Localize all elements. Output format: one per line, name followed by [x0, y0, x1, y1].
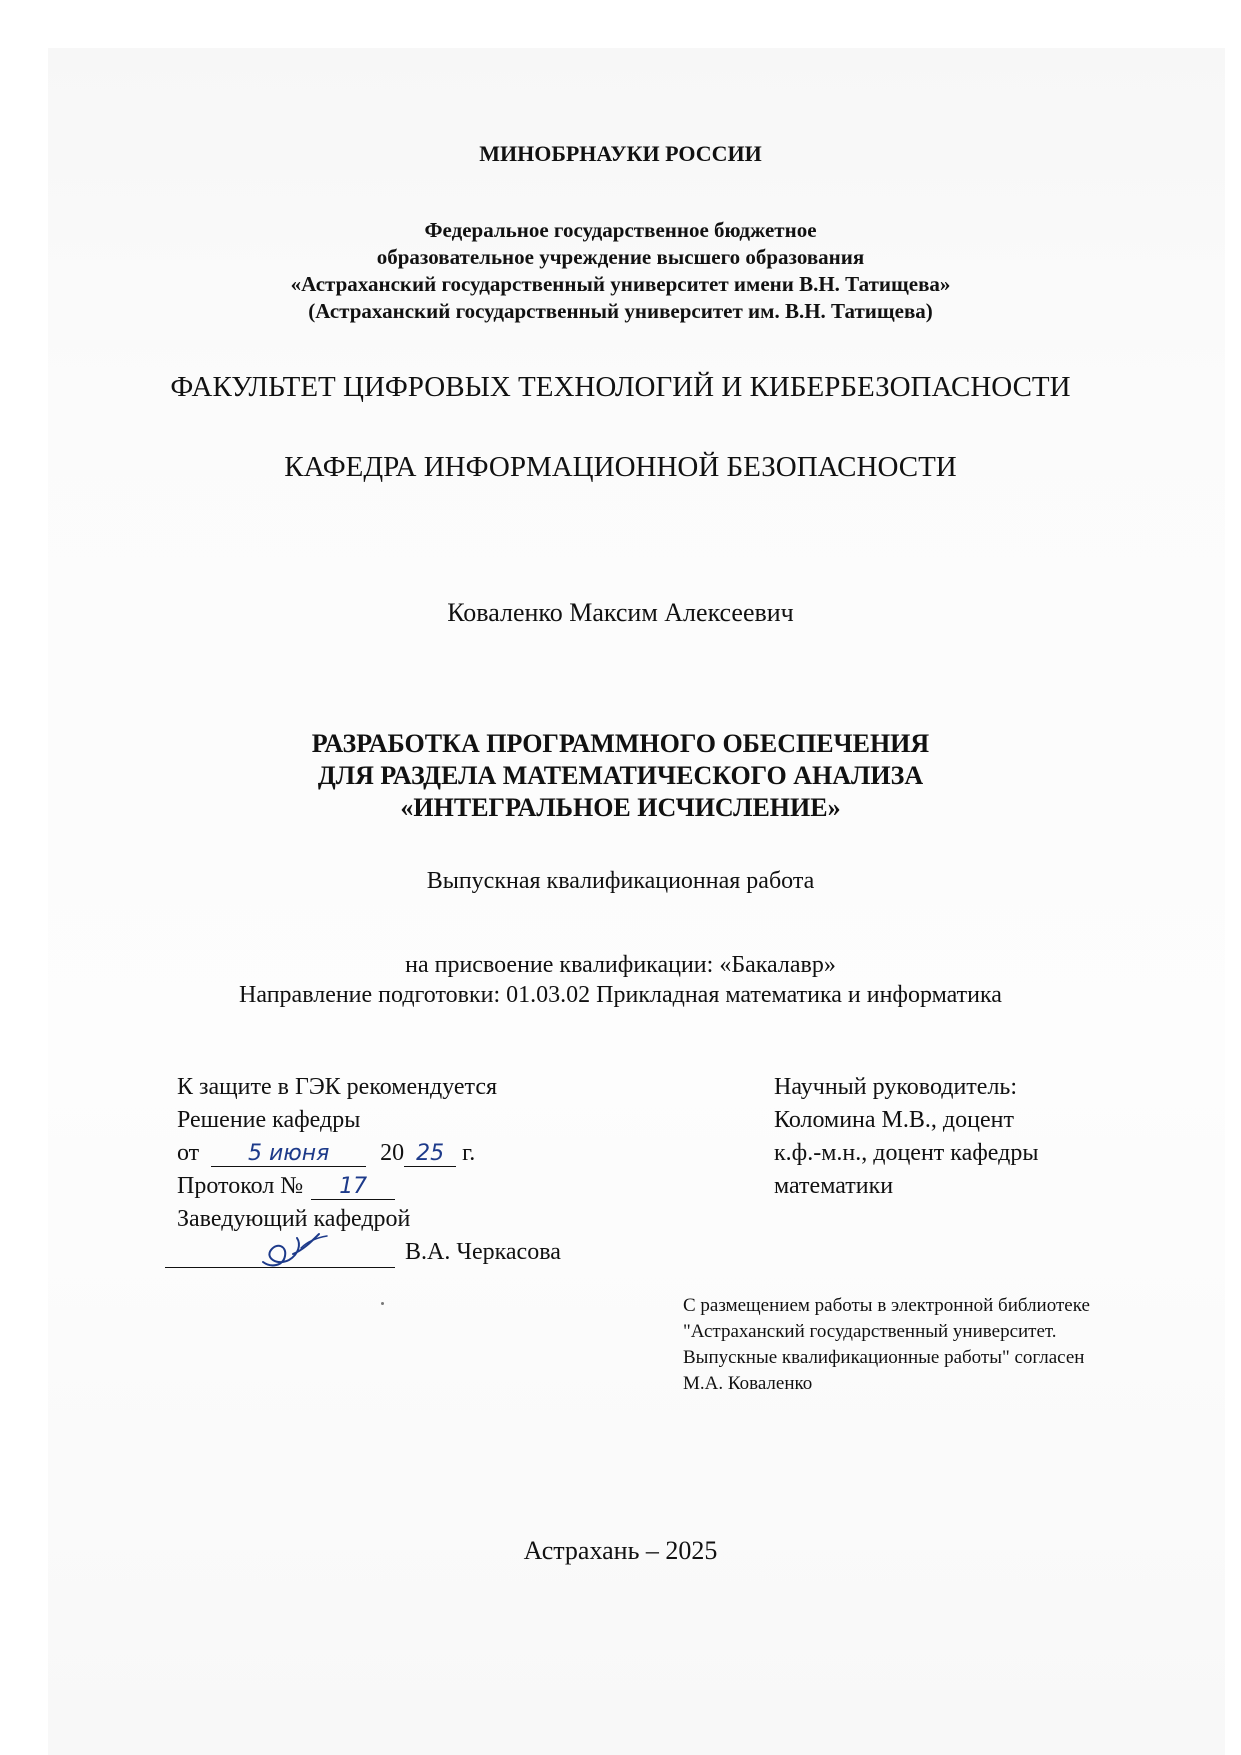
head-label: Заведующий кафедрой	[177, 1206, 411, 1232]
institution-line: «Астраханский государственный университет имени В.Н. Татищева»	[290, 272, 951, 296]
consent-line: "Астраханский государственный университет.	[683, 1321, 1057, 1342]
protocol-label: Протокол №	[177, 1173, 304, 1199]
defense-recommended: К защите в ГЭК рекомендуется	[177, 1074, 498, 1100]
library-consent	[683, 1293, 1090, 1397]
defense-block	[177, 1071, 561, 1269]
faculty-name: ФАКУЛЬТЕТ ЦИФРОВЫХ ТЕХНОЛОГИЙ И КИБЕРБЕЗОПАСНОСТИ	[170, 371, 1071, 403]
institution-line: образовательное учреждение высшего образования	[376, 245, 865, 269]
institution-line: (Астраханский государственный университет им. В.Н. Татищева)	[308, 299, 933, 323]
supervisor-block	[774, 1071, 1038, 1203]
handwritten-protocol-number: 17	[339, 1174, 368, 1199]
date-field	[211, 1140, 366, 1167]
scan-speck	[381, 1302, 384, 1305]
qualification-line: на присвоение квалификации: «Бакалавр»	[405, 952, 836, 978]
consent-line: С размещением работы в электронной библиотеке	[683, 1295, 1090, 1316]
title-line: ДЛЯ РАЗДЕЛА МАТЕМАТИЧЕСКОГО АНАЛИЗА	[317, 761, 924, 790]
institution-line: Федеральное государственное бюджетное	[424, 218, 817, 242]
year-field	[404, 1140, 456, 1167]
head-name: В.А. Черкасова	[405, 1239, 561, 1265]
title-line: «ИНТЕГРАЛЬНОЕ ИСЧИСЛЕНИЕ»	[400, 793, 841, 822]
date-prefix: от	[177, 1140, 200, 1166]
supervisor-name: Коломина М.В., доцент	[774, 1107, 1014, 1133]
handwritten-year: 25	[416, 1141, 445, 1166]
decision-date-row	[177, 1137, 497, 1170]
year-prefix: 20	[380, 1140, 405, 1166]
handwritten-date: 5 июня	[247, 1141, 330, 1166]
author-name: Коваленко Максим Алексеевич	[447, 598, 794, 627]
thesis-title	[0, 728, 1241, 824]
consent-line: Выпускные квалификационные работы" согласен	[683, 1347, 1085, 1368]
year-suffix: г.	[462, 1140, 476, 1166]
direction-line: Направление подготовки: 01.03.02 Прикладная математика и информатика	[239, 982, 1002, 1008]
supervisor-degree: к.ф.-м.н., доцент кафедры	[774, 1140, 1039, 1166]
ministry-name: МИНОБРНАУКИ РОССИИ	[479, 141, 762, 166]
supervisor-department: математики	[774, 1173, 894, 1199]
protocol-field	[311, 1173, 395, 1200]
department-decision: Решение кафедры	[177, 1107, 361, 1133]
qualification-block	[0, 950, 1241, 1010]
handwritten-signature	[257, 1228, 337, 1272]
institution-name	[0, 217, 1241, 325]
title-line: РАЗРАБОТКА ПРОГРАММНОГО ОБЕСПЕЧЕНИЯ	[311, 729, 930, 758]
consent-line: М.А. Коваленко	[683, 1373, 813, 1394]
signature-row	[177, 1236, 561, 1269]
city-year: Астрахань – 2025	[523, 1536, 718, 1565]
protocol-row	[177, 1170, 497, 1203]
department-name: КАФЕДРА ИНФОРМАЦИОННОЙ БЕЗОПАСНОСТИ	[284, 451, 957, 483]
supervisor-label: Научный руководитель:	[774, 1074, 1018, 1100]
work-type: Выпускная квалификационная работа	[426, 868, 815, 894]
